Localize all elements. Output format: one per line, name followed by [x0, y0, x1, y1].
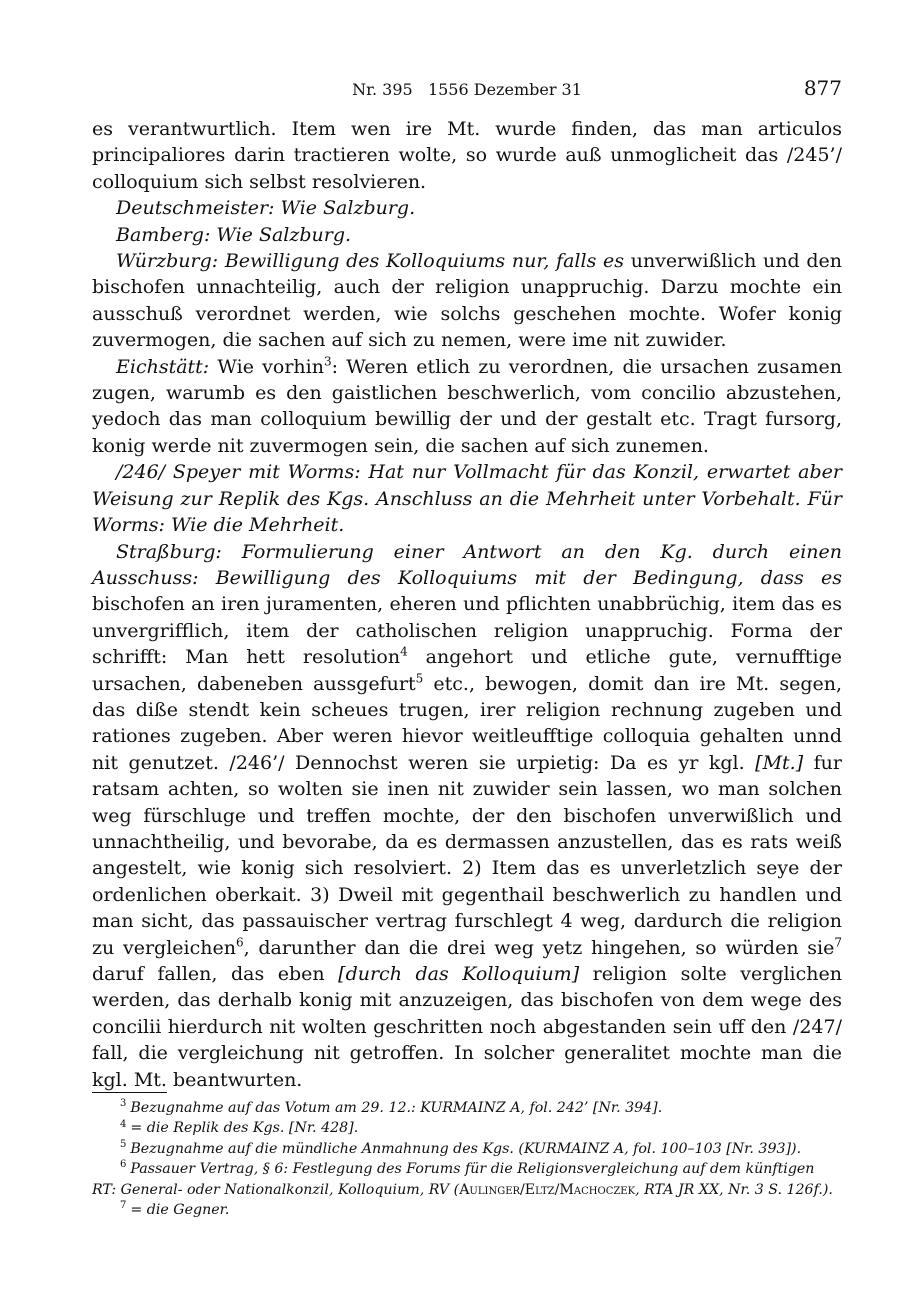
- text-eichstaett-b: : Weren etlich zu verordnen, die ursachen zusamen zugen, warumb es den gaistlichen beschwerlich, vom concilio abzustehen, yedoch das man colloquium bewillig der und der gestalt etc. Tragt fursorg, konig werde nit zuvermogen sein, die sachen auf sich zunemen.: [92, 355, 842, 457]
- paragraph-deutschmeister: Deutschmeister: Wie Salzburg.: [116, 197, 416, 220]
- footnote-number-6: 6: [120, 1159, 127, 1171]
- text-eichstaett-a: Wie vorhin: [209, 355, 324, 378]
- footnote-5: [92, 1139, 842, 1159]
- footnote-ref-5[interactable]: 5: [415, 671, 424, 686]
- running-title: Nr. 395 1556 Dezember 31: [352, 80, 582, 99]
- page-number: 877: [803, 76, 842, 100]
- paragraph-strassburg: [92, 539, 842, 1094]
- footnote-7: [92, 1200, 842, 1220]
- footnote-3: [92, 1098, 842, 1118]
- paragraph-eichstaett: [92, 354, 842, 460]
- footnote-ref-3[interactable]: 3: [323, 354, 332, 369]
- footnote-4: [92, 1118, 842, 1138]
- text-strassburg-f: daruf fallen, das eben: [92, 963, 325, 985]
- footnote-authors-6: Aulinger/Eltz/Machoczek: [459, 1181, 636, 1198]
- footnote-text-6a: Passauer Vertrag, § 6: Festlegung des Forums für die Religionsvergleichung auf dem künftigen RT: General- oder Nationalkonzil, Kolloquium, RV (: [92, 1161, 815, 1198]
- text-strassburg-g: religion solte verglichen werden, das derhalb konig mit anzuzeigen, das bischofen von dem wege des concilii hierdurch nit wolten geschritten noch abgestanden sein uff den /247/ fall, die vergleichung nit getroffen. In solcher generalitet mochte man die kgl. Mt. beantwurten.: [92, 963, 842, 1091]
- paragraph-1: es verantwurtlich. Item wen ire Mt. wurde finden, das man articulos principaliores darin tractieren wolte, so wurde auß unmoglicheit das /245’/ colloquium sich selbst resolvieren.: [92, 118, 842, 193]
- editorial-insert-mt: [Mt.]: [744, 751, 804, 774]
- paragraph-speyer: /246/ Speyer mit Worms: Hat nur Vollmacht für das Konzil, erwartet aber Weisung zur Replik des Kgs. Anschluss an die Mehrheit unter Vorbehalt. Für Worms: Wie die Mehrheit.: [92, 461, 842, 537]
- paragraph-wuerzburg: [92, 248, 842, 354]
- speaker-eichstaett: Eichstätt:: [116, 355, 210, 378]
- footnote-ref-7[interactable]: 7: [834, 935, 842, 950]
- running-header: [92, 78, 842, 108]
- footnote-ref-6[interactable]: 6: [235, 935, 244, 950]
- footnote-number-5: 5: [120, 1139, 127, 1151]
- text-strassburg-d: fur ratsam achten, so wolten sie inen nit zuwider sein lassen, wo man solchen weg fürschluge und treffen mochte, der den bischofen unverwißlich und unnachtheilig, und bevorabe, da es dermassen anzustellen, das es rats weiß angestelt, wie konig sich resolviert. 2) Item das es unverletzlich seye der ordenlichen oberkait. 3) Dweil mit gegenthail beschwerlich zu handlen und man sicht, das passauischer vertrag furschlegt 4 weg, dardurch die religion zu vergleichen: [92, 751, 842, 959]
- footnote-ref-4[interactable]: 4: [400, 644, 408, 659]
- paragraph-bamberg: Bamberg: Wie Salzburg.: [116, 223, 352, 246]
- text-strassburg-c: etc., bewogen, domit dan ire Mt. segen, das diße stendt kein scheues trugen, irer religion rechnung zugeben und rationes zugeben. Aber weren hievor weitleufftige colloquia gehalten unnd nit genutzet. /246’/ Dennochst weren sie urpietig: Da es yr kgl.: [92, 672, 842, 774]
- footnote-text-6b: , RTA JR XX, Nr. 3 S. 126f.).: [635, 1181, 833, 1198]
- footnote-text-3: Bezugnahme auf das Votum am 29. 12.: KURMAINZ A, fol. 242’ [Nr. 394].: [130, 1100, 663, 1116]
- text-wuerzburg: unverwißlich und den bischofen unnachteilig, auch der religion unappruchig. Darzu mochte ein ausschuß verordnet werden, wie solchs geschehen mochte. Wofer konig zuvermogen, die sachen auf sich zu nemen, were ime nit zuwider.: [92, 250, 842, 352]
- speaker-strassburg: Straßburg: Formulierung einer Antwort an den Kg. durch einen Ausschuss: Bewilligung des Kolloquiums mit der Bedingung, dass es: [92, 540, 842, 589]
- footnote-number-4: 4: [120, 1118, 127, 1130]
- text-strassburg-a: bischofen an iren juramenten, eheren und pflichten unabbrüchig, item das es unvergrifflich, item der catholischen religion unappruchig. Forma der schrifft: Man hett resolution: [92, 593, 842, 669]
- footnote-divider: [92, 1092, 167, 1093]
- footnote-text-7: = die Gegner.: [130, 1202, 230, 1219]
- footnote-number-3: 3: [120, 1098, 127, 1110]
- speaker-wuerzburg: Würzburg: Bewilligung des Kolloquiums nur, falls es: [116, 250, 625, 273]
- footnote-6: [92, 1159, 842, 1200]
- text-strassburg-b: angehort und etliche gute, vernufftige ursachen, dabeneben aussgefurt: [92, 646, 842, 695]
- footnote-number-7: 7: [120, 1200, 127, 1212]
- footnote-text-5: Bezugnahme auf die mündliche Anmahnung des Kgs. (KURMAINZ A, fol. 100–103 [Nr. 393]).: [130, 1140, 802, 1157]
- footnotes: [92, 1098, 842, 1220]
- editorial-insert-kolloquium: [durch das Kolloquium]: [324, 963, 580, 985]
- main-text: [92, 116, 842, 1093]
- document-page: [92, 78, 842, 1093]
- text-strassburg-e: , darunther dan die drei weg yetz hingehen, so würden sie: [243, 936, 835, 959]
- footnote-text-4: = die Replik des Kgs. [Nr. 428].: [130, 1120, 359, 1137]
